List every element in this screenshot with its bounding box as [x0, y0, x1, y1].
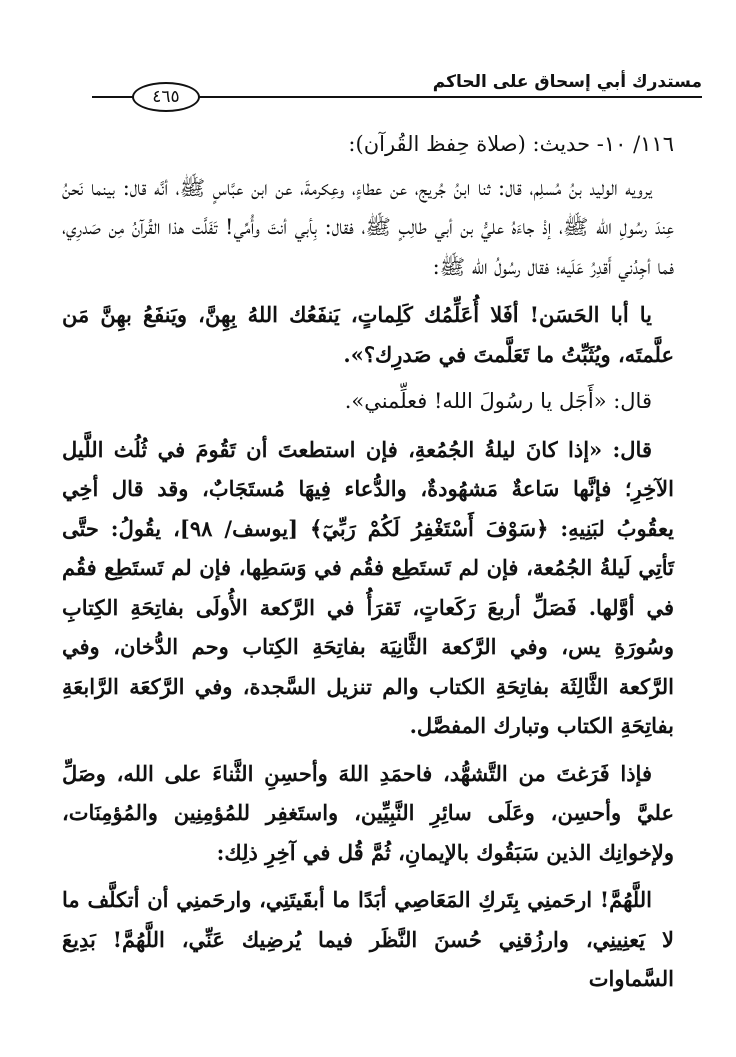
- page-header: [92, 72, 702, 106]
- running-title: مستدرك أبي إسحاق على الحاكم: [425, 72, 702, 92]
- page-body: [62, 125, 674, 999]
- paragraph-ali-reply: قال: «أَجَل يا رسُولَ الله! فعلِّمني».: [344, 389, 652, 413]
- paragraph-instructions: قال: «إذا كانَ ليلةُ الجُمُعةِ، فإن استطعتَ أن تَقُومَ في ثُلُث اللَّيل الآخِرِ؛ فإنَّها سَاعةٌ مَشهُودةٌ، والدُّعاء فِيهَا مُستَجَابٌ، وقد قال أخِي يعقُوبُ لبَنِيهِ: ﴿سَوْفَ أَسْتَغْفِرُ لَكُمْ رَبِّيٓ﴾ [يوسف/ ٩٨]، يقُولُ: حتَّى تَأتِي لَيلةُ الجُمُعة، فإن لم تَستَطِع فقُم في وَسَطِها، فإن لم تَستَطِع فقُم في أوَّلها. فَصَلِّ أربعَ رَكَعاتٍ، تَقرَأُ في الرَّكعة الأُولَى بفاتِحَةِ الكِتابِ وسُورَةِ يس، وفي الرَّكعة الثَّانِيَة بفاتِحَةِ الكِتاب وحم الدُّخان، وفي الرَّكعة الثَّالِثَة بفاتِحَةِ الكتاب والم تنزيل السَّجدة، وفي الرَّكعَة الرَّابعَةِ بفاتِحَةِ الكتاب وتبارك المفصَّل.: [62, 436, 674, 738]
- paragraph-prophet-speech: يا أبا الحَسَن! أفَلا أُعَلِّمُك كَلِماتٍ، يَنفَعُك اللهُ بِهِنَّ، ويَنفَعُ بهِنَّ مَن علَّمتَه، ويُثَبِّتُ ما تَعَلَّمتَ في صَدرِك؟».: [62, 302, 674, 367]
- paragraph-tashahhud: فإذا فَرَغتَ من التَّشهُّد، فاحمَدِ اللهَ وأحسِنِ الثَّناءَ على الله، وصَلِّ عليَّ وأحسِن، وعَلَى سائِرِ النَّبِيِّين، واستَغفِر للمُؤمِنِين والمُؤمِنَات، ولإخوانِك الذين سَبَقُوك بالإيمانِ، ثُمَّ قُل في آخِرِ ذلِك:: [62, 760, 674, 865]
- paragraph-supplication: اللَّهُمَّ! ارحَمنِي بِتَركِ المَعَاصِي أبَدًا ما أبقَيتَنِي، وارحَمنِي أن أتكلَّف ما لا يَعنِينِي، وارزُقنِي حُسنَ النَّظَر فيما يُرضِيك عَنِّي، اللَّهُمَّ! بَدِيعَ السَّماوات: [62, 887, 674, 991]
- hadith-heading: ١١٦/ ١٠- حديث: (صلاة حِفظ القُرآن):: [348, 132, 674, 156]
- paragraph-chain: يرويه الوليد بنُ مُسلِم، قال: ثنا ابنُ جُريج، عن عطاءٍ، وعِكرمةَ، عن ابن عبَّاسٍ ﷺ، أنَّه قال: بينما نَحنُ عِندَ رسُولِ الله ﷺ، إذْ جاءَهُ عليُّ بن أبي طالِبٍ ﷺ، فقال: بِأبي أنتَ وأُمِّي! تَفَلَّت هذا القُرآنُ مِن صَدرِي، فما أجِدُني أَقدِرُ عَلَيه؛ فقال رسُولُ الله ﷺ:: [62, 175, 674, 279]
- page-number: ٤٦٥: [132, 82, 200, 112]
